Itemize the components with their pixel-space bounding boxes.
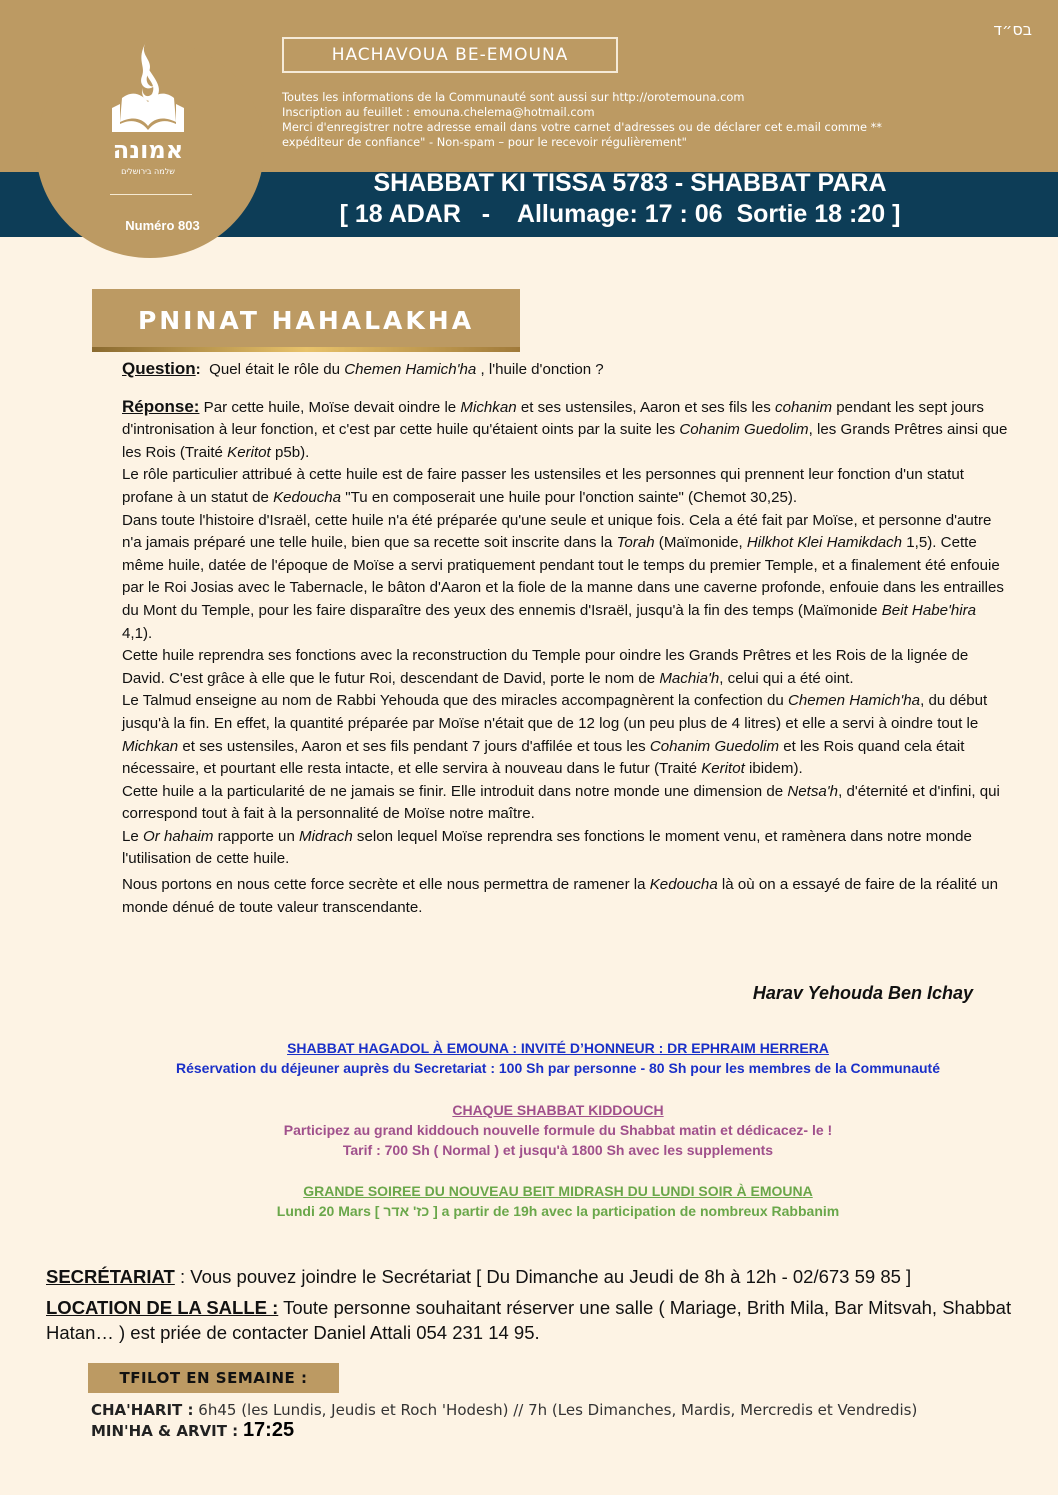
question: Question: Quel était le rôle du Chemen Hamich'ha , l'huile d'onction ? <box>122 359 604 378</box>
info-line[interactable]: Toutes les informations de la Communauté sont aussi sur http://orotemouna.com <box>282 90 745 104</box>
announcement-title[interactable]: GRANDE SOIREE DU NOUVEAU BEIT MIDRASH DU LUNDI SOIR À EMOUNA <box>303 1183 813 1199</box>
text-run: Le rôle particulier attribué à cette huile est de faire passer les ustensiles et les personnes qui prennent leur fonction d'un statut profane à un statut de <box>122 466 964 506</box>
announcement-title[interactable]: CHAQUE SHABBAT KIDDOUCH <box>452 1102 664 1118</box>
text-run: Le Talmud enseigne au nom de Rabbi Yehouda que des miracles accompagnèrent la confection du <box>122 692 788 710</box>
secretariat-info: SECRÉTARIAT : Vous pouvez joindre le Secrétariat [ Du Dimanche au Jeudi de 8h à 12h - 02/673 59 85 ] <box>46 1266 912 1287</box>
article-paragraph <box>122 826 1008 871</box>
prayer-times <box>91 1400 1051 1441</box>
italic-term: Kedoucha <box>273 488 342 506</box>
announcement-kiddouch <box>0 1100 1058 1160</box>
text-run: selon lequel Moïse reprendra ses fonctions le moment venu, et ramènera dans notre monde l'utilisation de cette huile. <box>122 827 972 868</box>
italic-term: Cohanim Guedolim <box>679 421 809 439</box>
tfilot-title: TFILOT EN SEMAINE : <box>88 1363 339 1393</box>
announcement-text: Participez au grand kiddouch nouvelle formule du Shabbat matin et dédicacez- le ! <box>283 1122 833 1138</box>
announcement-text: Réservation du déjeuner auprès du Secretariat : 100 Sh par personne - 80 Sh pour les membres de la Communauté <box>175 1060 940 1076</box>
text-run: et ses ustensiles, Aaron et ses fils les <box>516 398 776 416</box>
section-title: PNINAT HAHALAKHA <box>92 289 520 352</box>
text-run: rapporte un <box>213 827 300 845</box>
logo-text: אמונה <box>112 136 184 164</box>
text-run: , celui qui a été oint. <box>719 669 854 687</box>
italic-term: cohanim <box>775 398 833 416</box>
article-paragraph <box>122 510 1008 646</box>
article-paragraph <box>122 396 1008 465</box>
emouna-logo-icon <box>98 38 198 178</box>
text-run: Dans toute l'histoire d'Israël, cette huile n'a été préparée qu'une seule et unique fois. Cela a été fait par Moïse, et personne d'autre n'a jamais préparé une telle huile, bien que sa recette soit inscrite dans la <box>122 511 992 552</box>
signature: Harav Yehouda Ben Ichay <box>752 983 973 1003</box>
italic-term: Michkan <box>122 737 179 755</box>
reponse-label: Réponse: <box>122 396 200 416</box>
minha-row: MIN'HA & ARVIT : 17:25 <box>91 1419 295 1441</box>
italic-term: Keritot <box>701 760 745 778</box>
announcement-title[interactable]: SHABBAT HAGADOL À EMOUNA : INVITÉ D’HONNEUR : DR EPHRAIM HERRERA <box>287 1040 829 1056</box>
text-run: Le <box>122 827 143 845</box>
article-paragraph <box>122 645 1008 690</box>
text-run: Nous portons en nous cette force secrète et elle nous permettra de ramener la <box>122 876 650 894</box>
italic-term: Machia'h <box>659 669 720 687</box>
shabbat-times: [ 18 ADAR - Allumage: 17 : 06 Sortie 18 :20 ] <box>339 200 901 228</box>
text-run: Cette huile a la particularité de ne jamais se finir. Elle introduit dans notre monde une dimension de <box>122 782 788 800</box>
text-run: , d'éternité et d'infini, qui correspond tout à fait à la personnalité de Moïse notre maître. <box>122 782 1000 823</box>
info-line[interactable]: Inscription au feuillet : emouna.chelema@hotmail.com <box>282 105 595 119</box>
text-run: p5b). <box>270 443 310 461</box>
italic-term: Or hahaim <box>142 827 214 845</box>
italic-term: Beit Habe'hira <box>881 601 977 619</box>
info-block <box>282 90 972 150</box>
article-body <box>122 358 1008 919</box>
text-run: 4,1). <box>122 624 153 642</box>
italic-term: Cohanim Guedolim <box>649 737 780 755</box>
contact-block <box>46 1264 1036 1351</box>
bulletin-title: HACHAVOUA BE-EMOUNA <box>282 37 618 73</box>
text-run: , du début jusqu'à la fin. En effet, la quantité préparée par Moïse n'était que de 12 log (un peu plus de 4 litres) et elle a servi à oindre tout le <box>122 692 988 732</box>
article-paragraph <box>122 874 1008 919</box>
italic-term: Torah <box>616 534 655 552</box>
text-run: là où on a essayé de faire de la réalité un monde dénué de toute valeur transcendante. <box>122 876 998 916</box>
italic-term: Midrach <box>299 827 353 845</box>
announcement-shabbat-hagadol <box>0 1038 1058 1078</box>
italic-term: Kedoucha <box>649 876 718 894</box>
room-rental-info: LOCATION DE LA SALLE : Toute personne souhaitant réserver une salle ( Mariage, Brith Mila, Bar Mitsvah, Shabbat Hatan… ) est priée de contacter Daniel Attali 054 231 14 95. <box>46 1297 1012 1343</box>
text-run: ibidem). <box>744 760 803 778</box>
italic-term: Michkan <box>460 398 517 416</box>
text-run: et les Rois quand cela était nécessaire, et pourtant elle resta intacte, et elle servira à nouveau dans le futur (Traité <box>122 737 965 778</box>
bsd-mark: בס״ד <box>993 20 1032 39</box>
shabbat-title: SHABBAT KI TISSA 5783 - SHABBAT PARA <box>373 169 887 197</box>
announcement-soiree <box>0 1181 1058 1221</box>
article-paragraph <box>122 781 1008 826</box>
info-line: Merci d'enregistrer notre adresse email dans votre carnet d'adresses ou de déclarer cet e.mail comme ** <box>282 120 883 134</box>
logo-divider <box>110 194 192 195</box>
section-title-underline <box>92 347 520 352</box>
question-label: Question <box>122 359 196 378</box>
article-paragraph <box>122 690 1008 780</box>
announcement-text: Tarif : 700 Sh ( Normal ) et jusqu'à 1800 Sh avec les supplements <box>342 1142 774 1158</box>
text-run: 1,5). Cette même huile, datée de l'époque de Moïse a servi pratiquement pendant tout le temps du premier Temple, et a finalement été enfouie par le Roi Josias avec le Tabernacle, le bâton d'Aaron et la fiole de la manne dans une caverne profonde, enfouie dans les entrailles du Mont du Temple, pour les faire disparaître des yeux des ennemis d'Israël, jusqu'à la fin des temps (Maïmonide <box>122 534 1004 619</box>
text-run: Par cette huile, Moïse devait oindre le <box>199 398 461 416</box>
italic-term: Chemen Hamich'ha <box>787 692 921 710</box>
chaharit-row: CHA'HARIT : 6h45 (les Lundis, Jeudis et Roch 'Hodesh) // 7h (Les Dimanches, Mardis, Mercredis et Vendredis) <box>91 1401 918 1419</box>
article-paragraph <box>122 464 1008 509</box>
text-run: pendant les sept jours d'intronisation à leur fonction, et c'est par cette huile qu'étaient oints par la suite les <box>122 398 984 439</box>
text-run: Cette huile reprendra ses fonctions avec la reconstruction du Temple pour oindre les Grands Prêtres et les Rois de la lignée de David. C'est grâce à elle que le futur Roi, descendant de David, porte le nom de <box>122 647 969 687</box>
text-run: , les Grands Prêtres ainsi que les Rois (Traité <box>122 421 1008 461</box>
text-run: "Tu en composerait une huile pour l'onction sainte" (Chemot 30,25). <box>341 488 798 506</box>
italic-term: Hilkhot Klei Hamikdach <box>746 534 903 552</box>
issue-number: Numéro 803 <box>125 218 200 233</box>
italic-term: Keritot <box>227 443 271 461</box>
info-line: expéditeur de confiance" - Non-spam – pour le recevoir régulièrement" <box>282 135 687 149</box>
text-run: et ses ustensiles, Aaron et ses fils pendant 7 jours d'affilée et tous les <box>178 737 650 755</box>
announcement-text: Lundi 20 Mars [ כז' אדר ] a partir de 19h avec la participation de nombreux Rabbanim <box>276 1203 840 1219</box>
logo-subtext: שלמה בירושלים <box>121 167 175 176</box>
text-run: (Maïmonide, <box>654 534 747 552</box>
italic-term: Netsa'h <box>787 782 839 800</box>
